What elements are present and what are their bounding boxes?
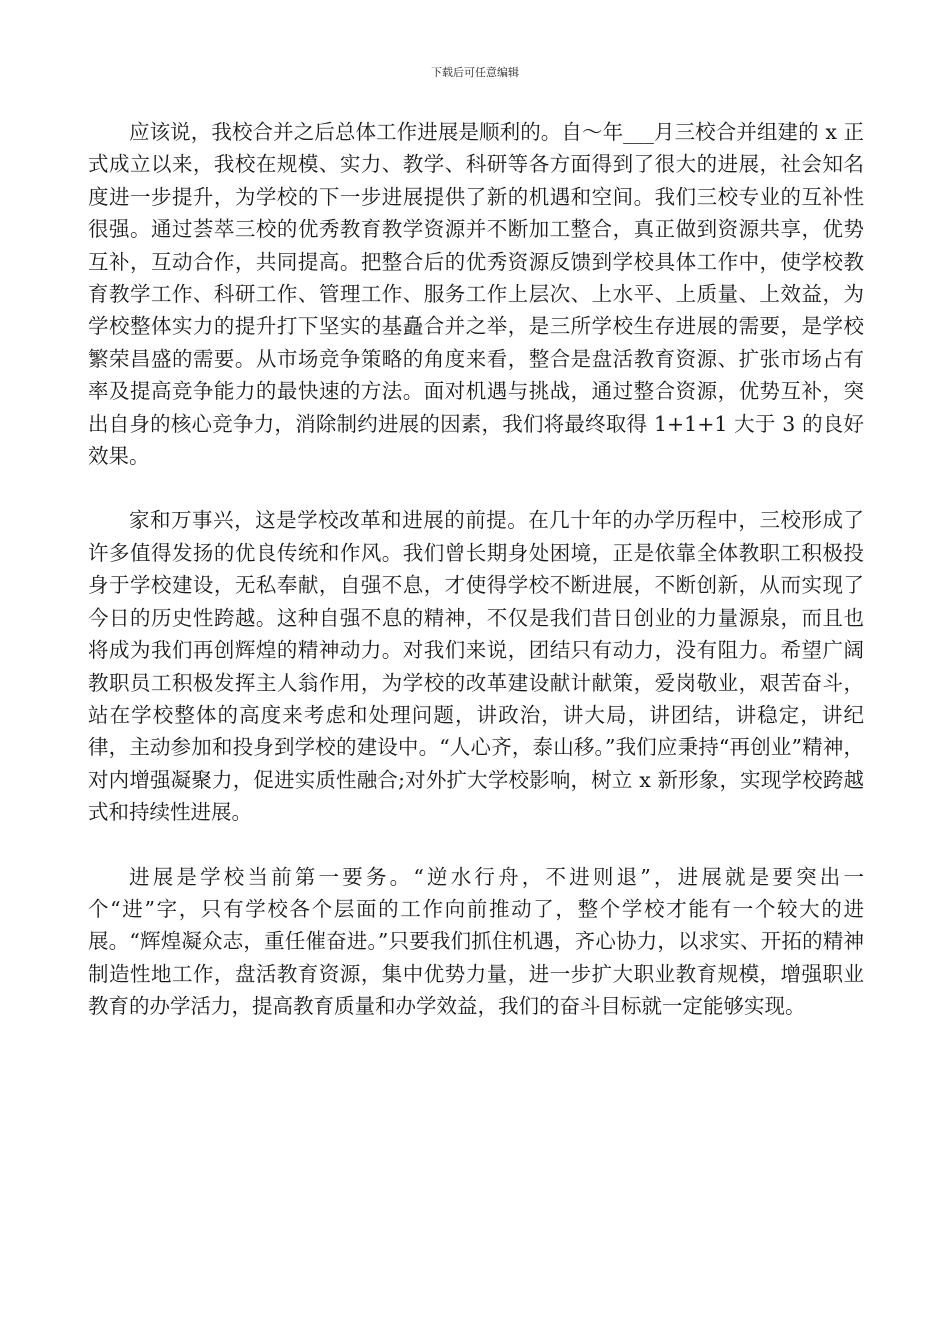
header-note: 下载后可任意编辑	[431, 66, 519, 79]
document-body	[88, 116, 864, 1055]
paragraph-1: 应该说，我校合并之后总体工作进展是顺利的。自～年___月三校合并组建的 x 正式成立以来，我校在规模、实力、教学、科研等各方面得到了很大的进展，社会知名度进一步提升，为学校的下一步进展提供了新的机遇和空间。我们三校专业的互补性很强。通过荟萃三校的优秀教育教学资源并不断加工整合，真正做到资源共享，优势互补，互动合作，共同提高。把整合后的优秀资源反馈到学校具体工作中，使学校教育教学工作、科研工作、管理工作、服务工作上层次、上水平、上质量、上效益，为学校整体实力的提升打下坚实的基矗合并之举，是三所学校生存进展的需要，是学校繁荣昌盛的需要。从市场竞争策略的角度来看，整合是盘活教育资源、扩张市场占有率及提高竞争能力的最快速的方法。面对机遇与挑战，通过整合资源，优势互补，突出自身的核心竞争力，消除制约进展的因素，我们将最终取得 1+1+1 大于 3 的良好效果。	[88, 120, 864, 469]
paragraph-2: 家和万事兴，这是学校改革和进展的前提。在几十年的办学历程中，三校形成了许多值得发扬的优良传统和作风。我们曾长期身处困境，正是依靠全体教职工积极投身于学校建设，无私奉献，自强不息，才使得学校不断进展，不断创新，从而实现了今日的历史性跨越。这种自强不息的精神，不仅是我们昔日创业的力量源泉，而且也将成为我们再创辉煌的精神动力。对我们来说，团结只有动力，没有阻力。希望广阔教职员工积极发挥主人翁作用，为学校的改革建设献计献策，爱岗敬业，艰苦奋斗，站在学校整体的高度来考虑和处理问题，讲政治，讲大局，讲团结，讲稳定，讲纪律，主动参加和投身到学校的建设中。“人心齐，泰山移。”我们应秉持“再创业”精神，对内增强凝聚力，促进实质性融合;对外扩大学校影响，树立 x 新形象，实现学校跨越式和持续性进展。	[88, 508, 864, 825]
paragraph-3: 进展是学校当前第一要务。“逆水行舟，不进则退”，进展就是要突出一个“进”字，只有学校各个层面的工作向前推动了，整个学校才能有一个较大的进展。“辉煌凝众志，重任催奋进。”只要我们抓住机遇，齐心协力，以求实、开拓的精神制造性地工作，盘活教育资源，集中优势力量，进一步扩大职业教育规模，增强职业教育的办学活力，提高教育质量和办学效益，我们的奋斗目标就一定能够实现。	[88, 864, 864, 1019]
